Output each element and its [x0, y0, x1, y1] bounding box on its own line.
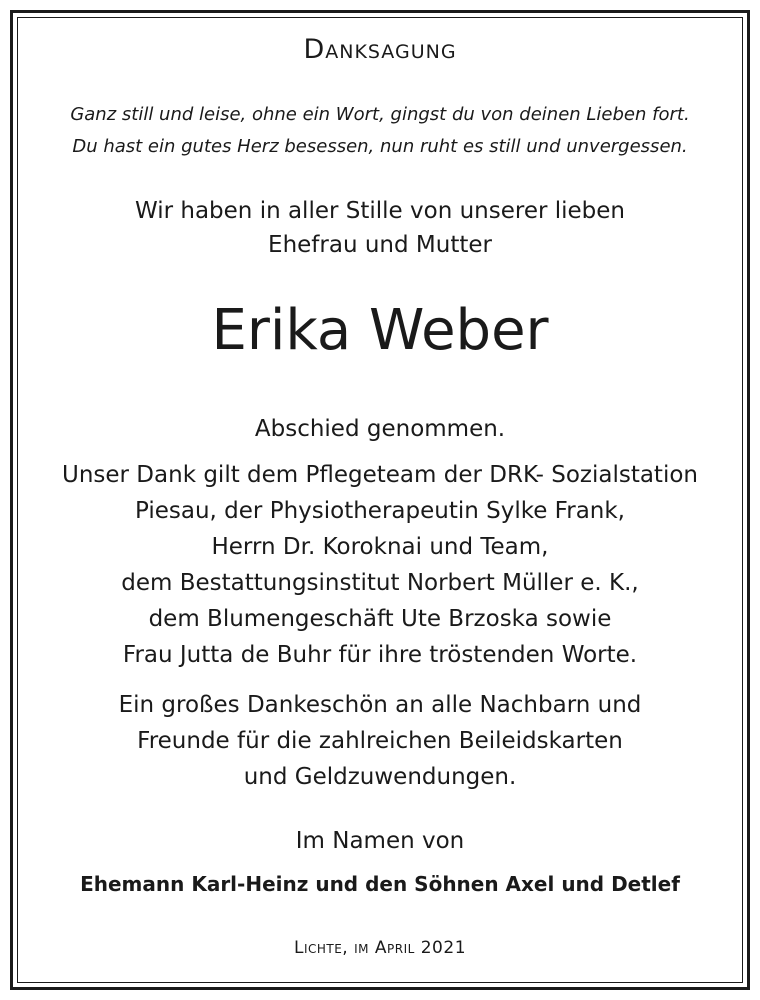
family-signature: Ehemann Karl-Heinz und den Söhnen Axel und Detlef: [80, 872, 680, 896]
farewell-text: Abschied genommen.: [254, 416, 506, 442]
verse-line-2: Du hast ein gutes Herz besessen, nun ruht es still und unvergessen.: [72, 136, 688, 157]
notice-title: Danksagung: [303, 34, 457, 65]
thanks-line-1: Unser Dank gilt dem Pflegeteam der DRK- Sozialstation: [62, 462, 698, 488]
thanks-line-5: dem Blumengeschäft Ute Brzoska sowie: [148, 606, 612, 632]
gratitude-line-2: Freunde für die zahlreichen Beileidskarten: [137, 728, 623, 754]
on-behalf-text: Im Namen von: [295, 828, 465, 854]
gratitude-line-3: und Geldzuwendungen.: [243, 764, 517, 790]
thanks-line-2: Piesau, der Physiotherapeutin Sylke Frank,: [135, 498, 625, 524]
intro-line-2: Ehefrau und Mutter: [268, 232, 492, 258]
thanks-line-3: Herrn Dr. Koroknai und Team,: [211, 534, 549, 560]
verse-line-1: Ganz still und leise, ohne ein Wort, gingst du von deinen Lieben fort.: [70, 104, 690, 125]
place-date: Lichte, im April 2021: [293, 938, 467, 958]
gratitude-line-1: Ein großes Dankeschön an alle Nachbarn und: [118, 692, 642, 718]
deceased-name: Erika Weber: [211, 298, 549, 363]
thanks-line-6: Frau Jutta de Buhr für ihre tröstenden Worte.: [122, 642, 638, 668]
thanks-line-4: dem Bestattungsinstitut Norbert Müller e. K.,: [121, 570, 639, 596]
intro-line-1: Wir haben in aller Stille von unserer lieben: [134, 198, 625, 224]
